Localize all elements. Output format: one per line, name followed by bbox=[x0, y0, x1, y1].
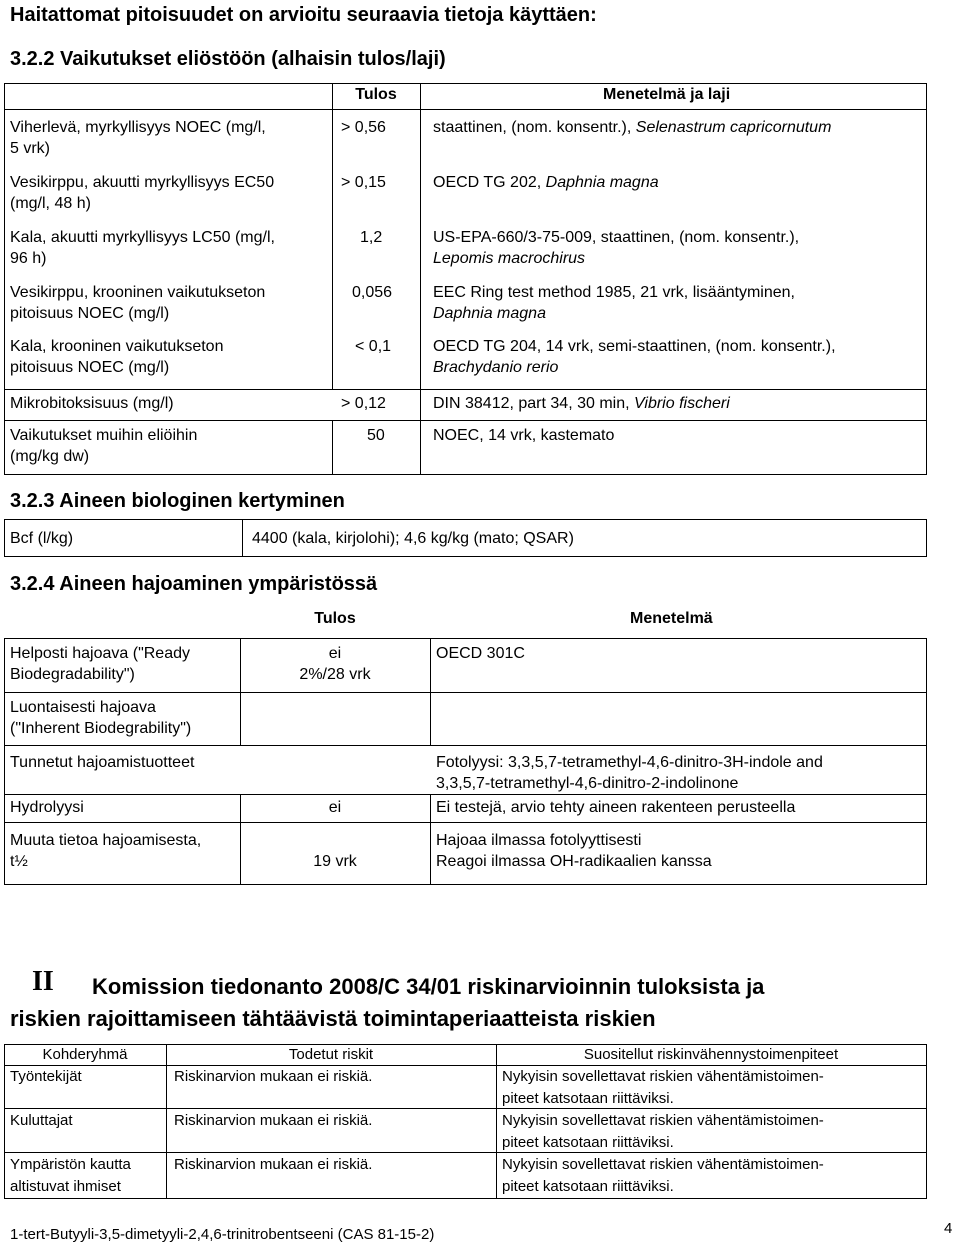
page-number: 4 bbox=[944, 1220, 953, 1237]
eco-row-method: US-EPA-660/3-75-009, staattinen, (nom. konsentr.), Lepomis macrochirus bbox=[433, 229, 800, 267]
degr-row-method: Ei testejä, arvio tehty aineen rakenteen perusteella bbox=[436, 799, 796, 816]
risk-col-header: Suositellut riskinvähennystoimenpiteet bbox=[583, 1046, 839, 1063]
degr-col-method-header: Menetelmä bbox=[630, 610, 713, 627]
page-heading: Haitattomat pitoisuudet on arvioitu seuraavia tietoja käyttäen: bbox=[10, 4, 597, 26]
eco-row-method: staattinen, (nom. konsentr.), Selenastrum capricornutum bbox=[433, 119, 832, 136]
eco-other-label: Vaikutukset muihin eliöihin (mg/kg dw) bbox=[10, 427, 198, 465]
section-title: Komission tiedonanto 2008/C 34/01 riskinarvioinnin tuloksista ja bbox=[92, 974, 765, 999]
degr-row-label: Hydrolyysi bbox=[10, 799, 84, 816]
eco-row-label: Kala, krooninen vaikutukseton pitoisuus NOEC (mg/l) bbox=[10, 338, 224, 376]
eco-col-method-header: Menetelmä ja laji bbox=[603, 86, 731, 103]
degr-row-result: 19 vrk bbox=[313, 853, 357, 870]
risk-col-header: Todetut riskit bbox=[288, 1046, 374, 1063]
eco-row-method: OECD TG 202, Daphnia magna bbox=[433, 174, 659, 191]
footer-substance: 1-tert-Butyyli-3,5-dimetyyli-2,4,6-trinitrobentseeni (CAS 81-15-2) bbox=[10, 1226, 435, 1243]
risk-col-header: Kohderyhmä bbox=[42, 1046, 128, 1063]
eco-row-result: 1,2 bbox=[360, 229, 383, 246]
eco-row-label: Kala, akuutti myrkyllisyys LC50 (mg/l, 96 h) bbox=[10, 229, 275, 267]
risk-measure: Nykyisin sovellettavat riskien vähentämistoimen- piteet katsotaan riittäviksi. bbox=[502, 1156, 824, 1195]
degr-row-result: ei bbox=[328, 799, 342, 816]
eco-row-label: Vesikirppu, krooninen vaikutukseton pitoisuus NOEC (mg/l) bbox=[10, 284, 266, 322]
degr-row-label: Tunnetut hajoamistuotteet bbox=[10, 754, 195, 771]
eco-other-result: 50 bbox=[367, 427, 385, 444]
risk-finding: Riskinarvion mukaan ei riskiä. bbox=[174, 1112, 373, 1129]
degr-row-method: Hajoaa ilmassa fotolyyttisesti Reagoi ilmassa OH-radikaalien kanssa bbox=[436, 832, 712, 870]
eco-micro-label: Mikrobitoksisuus (mg/l) bbox=[10, 395, 174, 412]
eco-row-label: Viherlevä, myrkyllisyys NOEC (mg/l, 5 vrk) bbox=[10, 119, 266, 157]
degr-col-result-header: Tulos bbox=[314, 610, 356, 627]
eco-row-method: OECD TG 204, 14 vrk, semi-staattinen, (nom. konsentr.), Brachydanio rerio bbox=[433, 338, 836, 376]
eco-row-result: < 0,1 bbox=[355, 338, 392, 355]
degr-row-label: Helposti hajoava ("Ready Biodegradability") bbox=[10, 645, 190, 683]
degr-row-label: Muuta tietoa hajoamisesta, t½ bbox=[10, 832, 202, 870]
section-heading-eco-effects: 3.2.2 Vaikutukset eliöstöön (alhaisin tulos/laji) bbox=[10, 48, 446, 70]
eco-row-result: > 0,56 bbox=[341, 119, 386, 136]
degr-row-result: ei 2%/28 vrk bbox=[299, 645, 371, 683]
degr-row-method: OECD 301C bbox=[436, 645, 525, 662]
eco-other-method: NOEC, 14 vrk, kastemato bbox=[433, 427, 615, 444]
section-heading-degradation: 3.2.4 Aineen hajoaminen ympäristössä bbox=[10, 573, 378, 595]
eco-row-method: EEC Ring test method 1985, 21 vrk, lisääntyminen, Daphnia magna bbox=[433, 284, 795, 322]
eco-row-label: Vesikirppu, akuutti myrkyllisyys EC50 (mg/l, 48 h) bbox=[10, 174, 275, 212]
eco-micro-method: DIN 38412, part 34, 30 min, Vibrio fischeri bbox=[433, 395, 730, 412]
risk-measure: Nykyisin sovellettavat riskien vähentämistoimen- piteet katsotaan riittäviksi. bbox=[502, 1068, 824, 1107]
risk-finding: Riskinarvion mukaan ei riskiä. bbox=[174, 1068, 373, 1085]
degr-row-label: Luontaisesti hajoava ("Inherent Biodegrability") bbox=[10, 699, 192, 737]
eco-row-result: 0,056 bbox=[352, 284, 393, 301]
section-title: riskien rajoittamiseen tähtäävistä toimintaperiaatteista riskien bbox=[10, 1006, 656, 1031]
risk-group: Työntekijät bbox=[10, 1068, 82, 1085]
risk-measure: Nykyisin sovellettavat riskien vähentämistoimen- piteet katsotaan riittäviksi. bbox=[502, 1112, 824, 1151]
risk-group: Ympäristön kautta altistuvat ihmiset bbox=[10, 1156, 131, 1195]
risk-group: Kuluttajat bbox=[10, 1112, 73, 1129]
degr-row-method: Fotolyysi: 3,3,5,7-tetramethyl-4,6-dinitro-3H-indole and 3,3,5,7-tetramethyl-4,6-dinitro-2-indolinone bbox=[436, 754, 823, 792]
eco-micro-result: > 0,12 bbox=[341, 395, 386, 412]
eco-col-result-header: Tulos bbox=[355, 86, 397, 103]
bcf-label: Bcf (l/kg) bbox=[10, 530, 74, 547]
bcf-value: 4400 (kala, kirjolohi); 4,6 kg/kg (mato; QSAR) bbox=[252, 530, 574, 547]
section-heading-bioaccumulation: 3.2.3 Aineen biologinen kertyminen bbox=[10, 490, 345, 512]
eco-row-result: > 0,15 bbox=[341, 174, 386, 191]
risk-finding: Riskinarvion mukaan ei riskiä. bbox=[174, 1156, 373, 1173]
section-roman-numeral: II bbox=[32, 966, 54, 997]
